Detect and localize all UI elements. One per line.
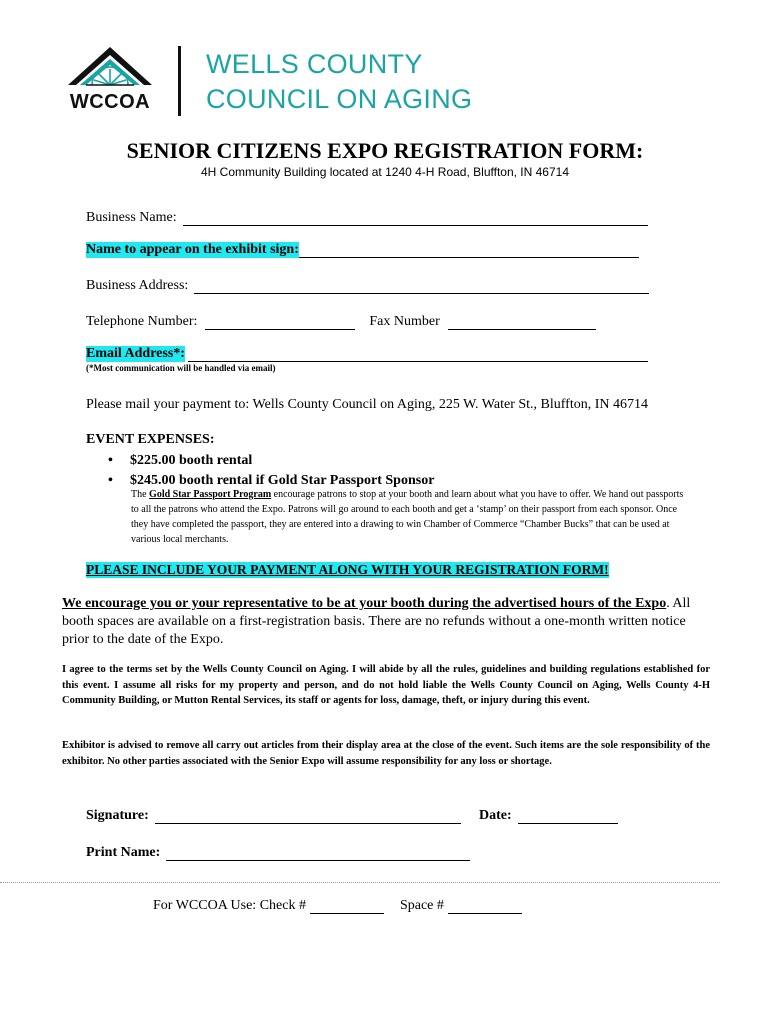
divider-line xyxy=(0,882,720,883)
business-address-field xyxy=(86,278,649,294)
office-use-section xyxy=(153,898,522,914)
check-number-input[interactable] xyxy=(310,900,384,914)
email-input[interactable] xyxy=(188,348,648,362)
date-label: Date: xyxy=(479,808,512,823)
mail-payment-instructions: Please mail your payment to: Wells County Council on Aging, 225 W. Water St., Bluffton, IN 46714 xyxy=(86,397,648,412)
email-note: (*Most communication will be handled via email) xyxy=(86,363,276,373)
expense-item: • $225.00 booth rental xyxy=(108,451,434,471)
org-name-line2: COUNCIL ON AGING xyxy=(206,84,473,114)
business-name-field xyxy=(86,210,648,226)
business-address-input[interactable] xyxy=(194,280,649,294)
gold-star-text: encourage patrons to stop at your booth and learn about what you have to offer. We hand out passports to all the patrons who attend the Expo. Patrons will go around to each booth and get a ‘stamp’ on their passport from each sponsor. Once they have completed the passport, they are entered into a drawing to win Chamber of Commerce “Chamber Bucks” that can be used at various local merchants. xyxy=(131,489,684,545)
event-expenses-heading: EVENT EXPENSES: xyxy=(86,432,215,447)
check-number-label: For WCCOA Use: Check # xyxy=(153,898,306,913)
print-name-field xyxy=(86,845,470,861)
date-field xyxy=(479,808,618,824)
space-number-label: Space # xyxy=(399,898,444,913)
email-label: Email Address*: xyxy=(86,346,185,361)
sign-name-field xyxy=(86,242,639,258)
wccoa-logo xyxy=(60,45,160,125)
expenses-list xyxy=(108,451,434,491)
gold-star-description xyxy=(131,487,691,547)
org-name-line1: WELLS COUNTY xyxy=(206,49,423,79)
expense-item: • $245.00 booth rental if Gold Star Passport Sponsor xyxy=(108,471,434,491)
business-name-input[interactable] xyxy=(183,212,648,226)
fax-label: Fax Number xyxy=(369,314,440,329)
sign-name-label: Name to appear on the exhibit sign: xyxy=(86,242,299,257)
include-payment-notice: PLEASE INCLUDE YOUR PAYMENT ALONG WITH YOUR REGISTRATION FORM! xyxy=(86,562,609,577)
logo-text: WCCOA xyxy=(69,91,151,113)
date-input[interactable] xyxy=(518,810,618,824)
gold-star-program-name: Gold Star Passport Program xyxy=(149,489,272,500)
print-name-input[interactable] xyxy=(166,847,470,861)
form-title: SENIOR CITIZENS EXPO REGISTRATION FORM: xyxy=(126,138,644,163)
attendance-bold-text: We encourage you or your representative to be at your booth during the advertised hours of the Expo xyxy=(62,596,667,611)
attendance-rest-text: . All booth spaces are available on a first-registration basis. There are no refunds without a one-month written notice prior to the date of the Expo. xyxy=(62,596,691,647)
liability-agreement: I agree to the terms set by the Wells County Council on Aging. I will abide by all the rules, guidelines and building regulations established for this event. I assume all risks for my property and person, and do not hold liable the Wells County Council on Aging, Wells County 4-H Community Building, or Mutton Rental Services, its staff or agents for loss, damage, theft, or injury during this event. xyxy=(62,664,710,706)
logo-divider xyxy=(178,46,181,116)
telephone-label: Telephone Number: xyxy=(86,314,198,329)
form-subtitle: 4H Community Building located at 1240 4-H Road, Bluffton, IN 46714 xyxy=(201,165,569,179)
gold-star-prefix: The xyxy=(131,489,150,500)
telephone-input[interactable] xyxy=(205,316,355,330)
fax-input[interactable] xyxy=(448,316,596,330)
sign-name-input[interactable] xyxy=(299,244,639,258)
business-name-label: Business Name: xyxy=(86,210,177,225)
print-name-label: Print Name: xyxy=(86,845,161,860)
signature-input[interactable] xyxy=(155,810,461,824)
booth-attendance-notice xyxy=(62,595,692,649)
signature-label: Signature: xyxy=(86,808,149,823)
house-roof-icon xyxy=(60,45,160,91)
exhibitor-advisory: Exhibitor is advised to remove all carry out articles from their display area at the close of the event. Such items are the sole responsibility of the exhibitor. No other parties associated with the Senior Expo will assume responsibility for any loss or shortage. xyxy=(62,740,710,767)
space-number-input[interactable] xyxy=(448,900,522,914)
signature-field xyxy=(86,808,461,824)
email-field xyxy=(86,346,648,362)
business-address-label: Business Address: xyxy=(86,278,189,293)
organization-name xyxy=(206,47,472,117)
telephone-field xyxy=(86,314,596,330)
